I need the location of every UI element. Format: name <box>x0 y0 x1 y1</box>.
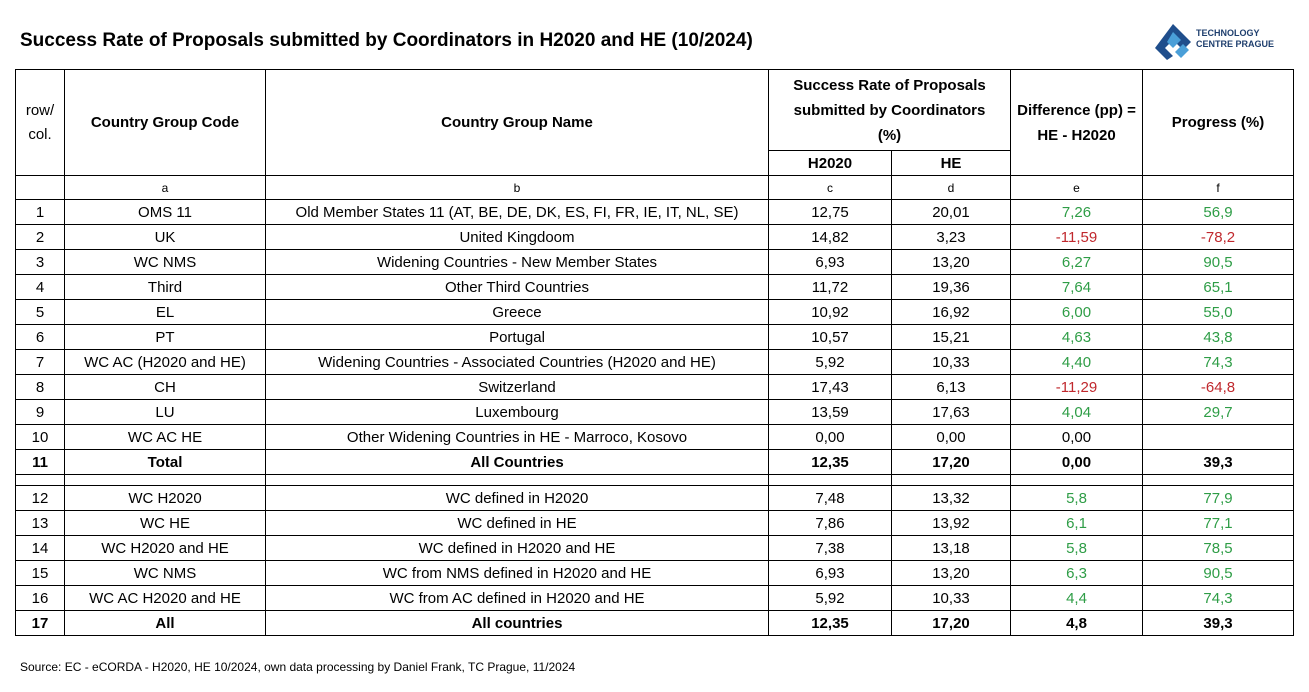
h2020-value: 12,35 <box>769 611 892 636</box>
he-value: 10,33 <box>892 586 1011 611</box>
h2020-value: 6,93 <box>769 561 892 586</box>
country-group-name: Switzerland <box>266 375 769 400</box>
he-value: 19,36 <box>892 275 1011 300</box>
he-value: 10,33 <box>892 350 1011 375</box>
h2020-value: 12,75 <box>769 200 892 225</box>
country-group-code: WC NMS <box>65 561 266 586</box>
difference-value: -11,59 <box>1011 225 1143 250</box>
table-row <box>16 350 1294 375</box>
difference-value: 6,1 <box>1011 511 1143 536</box>
letter-cell: c <box>769 176 892 200</box>
row-number: 6 <box>16 325 65 350</box>
country-group-code: All <box>65 611 266 636</box>
h2020-value: 6,93 <box>769 250 892 275</box>
progress-value: 39,3 <box>1143 450 1294 475</box>
he-value: 13,92 <box>892 511 1011 536</box>
country-group-code: LU <box>65 400 266 425</box>
row-number: 1 <box>16 200 65 225</box>
he-value: 13,20 <box>892 561 1011 586</box>
page-title: Success Rate of Proposals submitted by Coordinators in H2020 and HE (10/2024) <box>20 30 753 51</box>
table-row <box>16 561 1294 586</box>
row-number: 11 <box>16 450 65 475</box>
table-row <box>16 375 1294 400</box>
he-value: 6,13 <box>892 375 1011 400</box>
progress-value: 39,3 <box>1143 611 1294 636</box>
h2020-value: 7,38 <box>769 536 892 561</box>
h2020-value: 10,57 <box>769 325 892 350</box>
difference-value: -11,29 <box>1011 375 1143 400</box>
progress-value: 29,7 <box>1143 400 1294 425</box>
header-country-group-name: Country Group Name <box>266 70 769 176</box>
he-value: 20,01 <box>892 200 1011 225</box>
header-he: HE <box>892 151 1011 176</box>
he-value: 13,18 <box>892 536 1011 561</box>
difference-value: 6,27 <box>1011 250 1143 275</box>
progress-value: -78,2 <box>1143 225 1294 250</box>
row-number: 2 <box>16 225 65 250</box>
progress-value: 43,8 <box>1143 325 1294 350</box>
letter-cell: b <box>266 176 769 200</box>
row-number: 15 <box>16 561 65 586</box>
letter-cell: e <box>1011 176 1143 200</box>
country-group-name: Other Widening Countries in HE - Marroco, Kosovo <box>266 425 769 450</box>
progress-value: 56,9 <box>1143 200 1294 225</box>
country-group-name: Luxembourg <box>266 400 769 425</box>
separator-cell <box>769 475 892 486</box>
difference-value: 4,4 <box>1011 586 1143 611</box>
difference-value: 7,64 <box>1011 275 1143 300</box>
h2020-value: 14,82 <box>769 225 892 250</box>
country-group-code: WC AC (H2020 and HE) <box>65 350 266 375</box>
letter-cell-empty <box>16 176 65 200</box>
progress-value: 78,5 <box>1143 536 1294 561</box>
progress-value: 65,1 <box>1143 275 1294 300</box>
difference-value: 4,40 <box>1011 350 1143 375</box>
table-row <box>16 275 1294 300</box>
row-number: 17 <box>16 611 65 636</box>
progress-value: 55,0 <box>1143 300 1294 325</box>
country-group-name: Old Member States 11 (AT, BE, DE, DK, ES, FI, FR, IE, IT, NL, SE) <box>266 200 769 225</box>
difference-value: 7,26 <box>1011 200 1143 225</box>
table-row <box>16 511 1294 536</box>
progress-value: 77,1 <box>1143 511 1294 536</box>
table-row <box>16 325 1294 350</box>
progress-value: 74,3 <box>1143 586 1294 611</box>
table-row <box>16 225 1294 250</box>
he-value: 13,20 <box>892 250 1011 275</box>
country-group-code: WC HE <box>65 511 266 536</box>
table-row <box>16 450 1294 475</box>
header-success-rate: Success Rate of Proposals submitted by Coordinators (%) <box>769 70 1011 151</box>
technology-centre-prague-logo <box>1153 22 1283 62</box>
separator-cell <box>266 475 769 486</box>
header-progress: Progress (%) <box>1143 70 1294 176</box>
country-group-name: WC defined in H2020 <box>266 486 769 511</box>
separator-cell <box>65 475 266 486</box>
he-value: 0,00 <box>892 425 1011 450</box>
country-group-name: Widening Countries - Associated Countries (H2020 and HE) <box>266 350 769 375</box>
country-group-name: Portugal <box>266 325 769 350</box>
country-group-code: WC AC H2020 and HE <box>65 586 266 611</box>
header-h2020: H2020 <box>769 151 892 176</box>
difference-value: 5,8 <box>1011 536 1143 561</box>
separator-row <box>16 475 1294 486</box>
country-group-code: EL <box>65 300 266 325</box>
table-row <box>16 250 1294 275</box>
difference-value: 5,8 <box>1011 486 1143 511</box>
he-value: 13,32 <box>892 486 1011 511</box>
country-group-code: WC NMS <box>65 250 266 275</box>
h2020-value: 7,48 <box>769 486 892 511</box>
source-note: Source: EC - eCORDA - H2020, HE 10/2024, own data processing by Daniel Frank, TC Prague, 11/2024 <box>20 660 576 674</box>
table-row <box>16 611 1294 636</box>
country-group-name: WC defined in HE <box>266 511 769 536</box>
header-country-group-code: Country Group Code <box>65 70 266 176</box>
logo-mark-icon <box>1153 22 1193 62</box>
progress-value: 90,5 <box>1143 561 1294 586</box>
country-group-name: United Kingdoom <box>266 225 769 250</box>
table-row <box>16 300 1294 325</box>
header-rowcol: row/ col. <box>16 70 65 176</box>
progress-value: -64,8 <box>1143 375 1294 400</box>
country-group-name: WC from NMS defined in H2020 and HE <box>266 561 769 586</box>
country-group-name: All Countries <box>266 450 769 475</box>
logo-line2: CENTRE PRAGUE <box>1196 39 1275 49</box>
progress-value: 77,9 <box>1143 486 1294 511</box>
country-group-code: UK <box>65 225 266 250</box>
h2020-value: 7,86 <box>769 511 892 536</box>
table-row <box>16 200 1294 225</box>
header-difference: Difference (pp) = HE - H2020 <box>1011 70 1143 176</box>
success-rate-table <box>15 69 1294 636</box>
separator-cell <box>1011 475 1143 486</box>
row-number: 3 <box>16 250 65 275</box>
he-value: 17,20 <box>892 450 1011 475</box>
letter-cell: a <box>65 176 266 200</box>
difference-value: 6,00 <box>1011 300 1143 325</box>
country-group-code: OMS 11 <box>65 200 266 225</box>
country-group-code: Total <box>65 450 266 475</box>
h2020-value: 13,59 <box>769 400 892 425</box>
country-group-code: WC H2020 <box>65 486 266 511</box>
separator-cell <box>1143 475 1294 486</box>
country-group-name: WC from AC defined in H2020 and HE <box>266 586 769 611</box>
difference-value: 0,00 <box>1011 425 1143 450</box>
letter-cell: f <box>1143 176 1294 200</box>
separator-cell <box>892 475 1011 486</box>
h2020-value: 5,92 <box>769 586 892 611</box>
country-group-code: WC AC HE <box>65 425 266 450</box>
h2020-value: 5,92 <box>769 350 892 375</box>
country-group-code: WC H2020 and HE <box>65 536 266 561</box>
row-number: 4 <box>16 275 65 300</box>
h2020-value: 12,35 <box>769 450 892 475</box>
row-number: 12 <box>16 486 65 511</box>
difference-value: 4,63 <box>1011 325 1143 350</box>
row-number: 8 <box>16 375 65 400</box>
difference-value: 0,00 <box>1011 450 1143 475</box>
he-value: 15,21 <box>892 325 1011 350</box>
he-value: 3,23 <box>892 225 1011 250</box>
country-group-code: PT <box>65 325 266 350</box>
progress-value <box>1143 425 1294 450</box>
logo-line1: TECHNOLOGY <box>1196 28 1260 38</box>
table-row <box>16 486 1294 511</box>
difference-value: 4,8 <box>1011 611 1143 636</box>
row-number: 7 <box>16 350 65 375</box>
row-number: 16 <box>16 586 65 611</box>
table-row <box>16 425 1294 450</box>
h2020-value: 0,00 <box>769 425 892 450</box>
country-group-name: Greece <box>266 300 769 325</box>
country-group-name: All countries <box>266 611 769 636</box>
difference-value: 4,04 <box>1011 400 1143 425</box>
he-value: 17,63 <box>892 400 1011 425</box>
progress-value: 90,5 <box>1143 250 1294 275</box>
row-number: 14 <box>16 536 65 561</box>
row-number: 9 <box>16 400 65 425</box>
country-group-name: WC defined in H2020 and HE <box>266 536 769 561</box>
h2020-value: 10,92 <box>769 300 892 325</box>
country-group-name: Other Third Countries <box>266 275 769 300</box>
letter-cell: d <box>892 176 1011 200</box>
separator-cell <box>16 475 65 486</box>
row-number: 5 <box>16 300 65 325</box>
h2020-value: 11,72 <box>769 275 892 300</box>
row-number: 13 <box>16 511 65 536</box>
table-row <box>16 586 1294 611</box>
difference-value: 6,3 <box>1011 561 1143 586</box>
row-number: 10 <box>16 425 65 450</box>
table-row <box>16 400 1294 425</box>
progress-value: 74,3 <box>1143 350 1294 375</box>
country-group-code: CH <box>65 375 266 400</box>
column-letters-row <box>16 176 1294 200</box>
h2020-value: 17,43 <box>769 375 892 400</box>
table-row <box>16 536 1294 561</box>
he-value: 16,92 <box>892 300 1011 325</box>
he-value: 17,20 <box>892 611 1011 636</box>
country-group-code: Third <box>65 275 266 300</box>
country-group-name: Widening Countries - New Member States <box>266 250 769 275</box>
